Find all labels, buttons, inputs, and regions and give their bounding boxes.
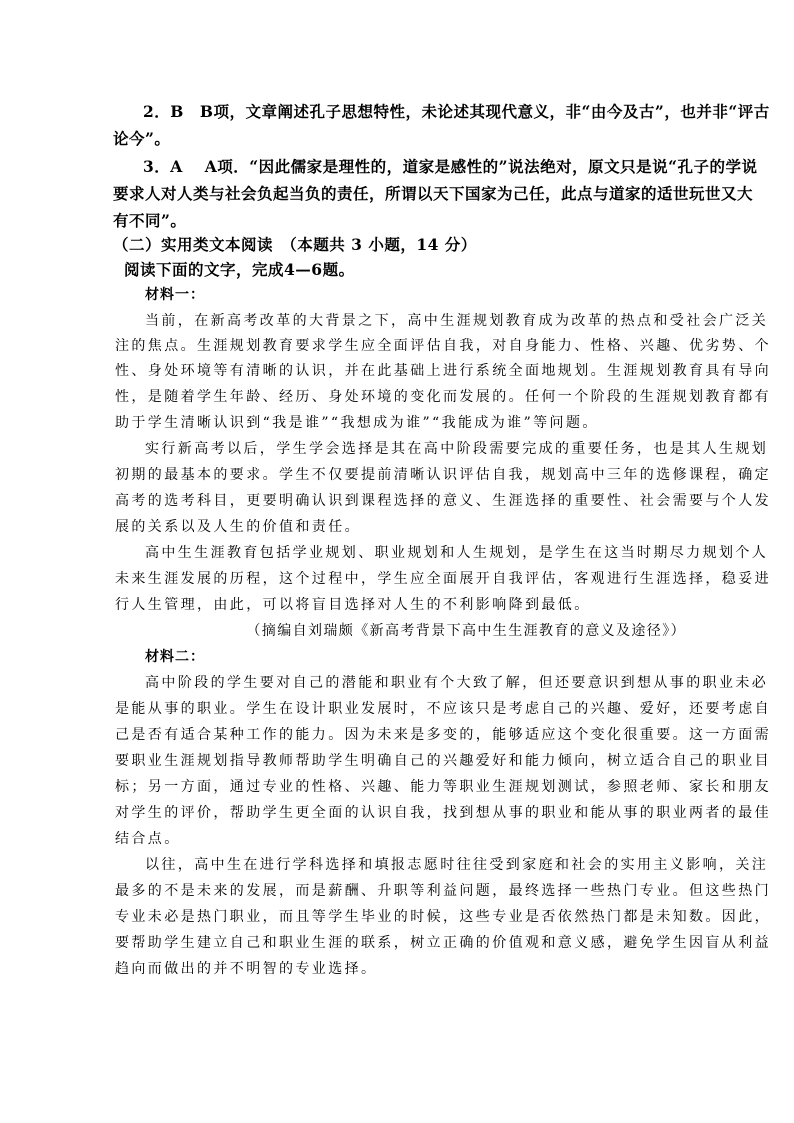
section-heading: （二）实用类文本阅读 （本题共 3 小题，14 分）: [113, 235, 477, 254]
material-2-line: 己是否有适合某种工作的能力。因为未来是多变的，能够适应这个变化很重要。这一方面需: [115, 727, 771, 743]
answer-2-line-1: 2．B B项，文章阐述孔子思想特性，未论述其现代意义，非“由今及古”，也并非“评古: [143, 102, 770, 121]
material-2-line: 是能从事的职业。学生在设计职业发展时，不应该只是考虑自己的兴趣、爱好，还要考虑自: [115, 701, 771, 717]
material-2-line: 高中阶段的学生要对自己的潜能和职业有个大致了解，但还要意识到想从事的职业未必: [145, 675, 769, 691]
material-1-line: 高中生生涯教育包括学业规划、职业规划和人生规划，是学生在这当时期尽力规划个人: [145, 545, 769, 561]
material-1-line: 初期的最基本的要求。学生不仅要提前清晰认识评估自我，规划高中三年的选修课程，确定: [115, 467, 771, 483]
material-2-line: 专业未必是热门职业，而且等学生毕业的时候，这些专业是否依然热门都是未知数。因此，: [115, 909, 771, 925]
material-2-line: 以往，高中生在进行学科选择和填报志愿时往往受到家庭和社会的实用主义影响，关注: [145, 857, 769, 873]
material-1-line: 当前，在新高考改革的大背景之下，高中生涯规划教育成为改革的热点和受社会广泛关: [145, 313, 769, 329]
material-2-label: 材料二：: [145, 649, 205, 665]
answer-3-line-3: 有不同”。: [113, 211, 187, 230]
material-1-source: （摘编自刘瑞颇《新高考背景下高中生生涯教育的意义及途径》）: [246, 623, 686, 639]
material-2-line: 结合点。: [115, 831, 181, 847]
material-2-line: 最多的不是未来的发展，而是薪酬、升职等利益问题，最终选择一些热门专业。但这些热门: [115, 883, 771, 899]
material-1-label: 材料一：: [145, 287, 205, 303]
material-1-line: 展的关系以及人生的价值和责任。: [115, 519, 361, 535]
answer-3-line-1: 3．A A项．“因此儒家是理性的，道家是感性的”说法绝对，原文只是说“孔子的学说: [143, 157, 758, 176]
material-2-line: 标；另一方面，通过专业的性格、兴趣、能力等职业生涯规划测试，参照老师、家长和朋友: [115, 779, 771, 795]
material-1-line: 注的焦点。生涯规划教育要求学生应全面评估自我，对自身能力、性格、兴趣、优劣势、个: [115, 338, 771, 354]
material-2-line: 要帮助学生建立自己和职业生涯的联系，树立正确的价值观和意义感，避免学生因盲从利益: [115, 935, 771, 951]
material-1-line: 高考的选考科目，更要明确认识到课程选择的意义、生涯选择的重要性、社会需要与个人发: [115, 493, 771, 509]
material-2-line: 对学生的评价，帮助学生更全面的认识自我，找到想从事的职业和能从事的职业两者的最佳: [115, 805, 771, 821]
material-1-line: 性、身处环境等有清晰的认识，并在此基础上进行系统全面地规划。生涯规划教育具有导向: [115, 363, 771, 379]
material-1-line: 性，是随着学生年龄、经历、身处环境的变化而发展的。任何一个阶段的生涯规划教育都有: [115, 389, 771, 405]
material-2-line: 要职业生涯规划指导教师帮助学生明确自己的兴趣爱好和能力倾向，树立适合自己的职业目: [115, 753, 771, 769]
material-1-line: 实行新高考以后，学生学会选择是其在高中阶段需要完成的重要任务，也是其人生规划: [145, 441, 769, 457]
section-instruction: 阅读下面的文字，完成4—6题。: [124, 260, 355, 279]
material-1-line: 助于学生清晰认识到“我是谁”“我想成为谁”“我能成为谁”等问题。: [115, 415, 599, 431]
material-1-line: 未来生涯发展的历程，这个过程中，学生应全面展开自我评估，客观进行生涯选择，稳妥进: [115, 571, 771, 587]
material-1-line: 行人生管理，由此，可以将盲目选择对人生的不利影响降到最低。: [115, 597, 591, 613]
answer-2-line-2: 论今”。: [113, 129, 171, 148]
material-2-line: 趋向而做出的并不明智的专业选择。: [115, 961, 378, 977]
answer-3-line-2: 要求人对人类与社会负起当负的责任，所谓以天下国家为己任，此点与道家的适世玩世又大: [113, 184, 754, 203]
